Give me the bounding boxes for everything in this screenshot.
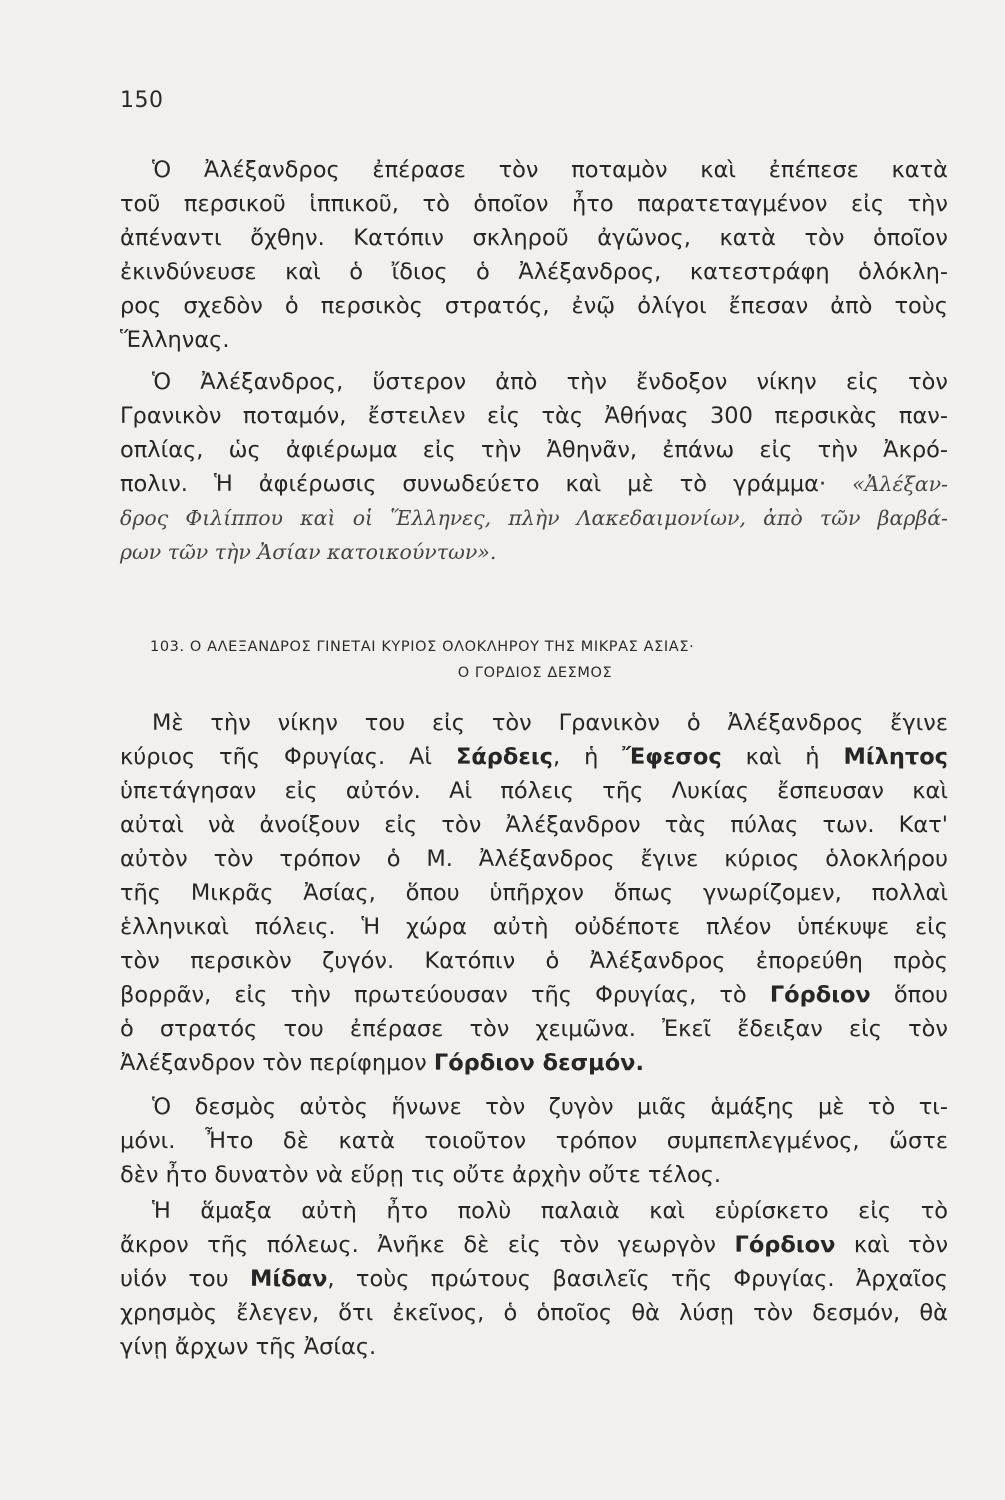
text-line: ἀπέναντι ὄχθην. Κατόπιν σκληροῦ ἀγῶνος, κατὰ τὸν ὁποῖον: [120, 225, 948, 251]
text-line: [120, 978, 948, 1012]
text-segment: , ἡ: [553, 744, 623, 770]
text-line: τοῦ περσικοῦ ἱππικοῦ, τὸ ὁποῖον ἦτο παρατεταγμένον εἰς τὴν: [120, 191, 948, 217]
text-segment: πολιν. Ἡ ἀφιέρωσις συνωδεύετο καὶ μὲ τὸ γράμμα·: [120, 471, 853, 497]
text-segment: ὅπου: [870, 982, 948, 1008]
text-segment: Ἀλέξανδρον τὸν περίφημον: [120, 1050, 434, 1076]
text-line: χρησμὸς ἔλεγεν, ὅτι ἐκεῖνος, ὁ ὁποῖος θὰ λύσῃ τὸν δεσμόν, θὰ: [120, 1300, 948, 1326]
text-line: [120, 1046, 948, 1080]
place-name-sardeis: Σάρδεις: [455, 744, 553, 770]
text-segment: καὶ τὸν: [835, 1232, 949, 1258]
place-name-miletos: Μίλητος: [843, 744, 949, 770]
text-line: Γρανικὸν ποταμόν, ἔστειλεν εἰς τὰς Ἀθήνας 300 περσικὰς παν-: [120, 403, 948, 429]
text-line: ἑλληνικαὶ πόλεις. Ἡ χώρα αὐτὴ οὐδέποτε πλέον ὑπέκυψε εἰς: [120, 914, 948, 940]
text-line: Μὲ τὴν νίκην του εἰς τὸν Γρανικὸν ὁ Ἀλέξανδρος ἔγινε: [152, 710, 948, 736]
text-line: [120, 1262, 948, 1296]
text-line: γίνῃ ἄρχων τῆς Ἀσίας.: [120, 1334, 377, 1360]
text-line: τῆς Μικρᾶς Ἀσίας, ὅπου ὑπῆρχον ὅπως γνωρίζομεν, πολλαὶ: [120, 880, 948, 906]
text-line: ὑπετάγησαν εἰς αὐτόν. Αἱ πόλεις τῆς Λυκίας ἔσπευσαν καὶ: [120, 778, 948, 804]
text-line: ρος σχεδὸν ὁ περσικὸς στρατός, ἐνῷ ὀλίγοι ἔπεσαν ἀπὸ τοὺς: [120, 293, 948, 319]
term-gordian-knot: Γόρδιον δεσμόν.: [433, 1050, 645, 1076]
quoted-inscription-line: ρων τῶν τὴν Ἀσίαν κατοικούντων».: [120, 540, 497, 564]
quoted-inscription: «Ἀλέξαν-: [852, 472, 948, 496]
text-line: [120, 467, 948, 501]
paragraph-oracle: [120, 1194, 948, 1364]
text-line: τὸν περσικὸν ζυγόν. Κατόπιν ὁ Ἀλέξανδρος ἐπορεύθη πρὸς: [120, 948, 948, 974]
quoted-inscription-line: δρος Φιλίππου καὶ οἱ Ἕλληνες, πλὴν Λακεδαιμονίων, ἀπὸ τῶν βαρβά-: [120, 506, 948, 530]
paragraph-asia-minor: [120, 706, 948, 1080]
text-segment: Αἱ: [385, 744, 456, 770]
text-segment: , τοὺς πρώτους βασιλεῖς τῆς Φρυγίας. Ἀρχαῖος: [327, 1266, 948, 1292]
text-line: οπλίας, ὡς ἀφιέρωμα εἰς τὴν Ἀθηνᾶν, ἐπάνω εἰς τὴν Ἀκρό-: [120, 437, 948, 463]
section-heading-subtitle: Ο ΓΟΡΔΙΟΣ ΔΕΣΜΟΣ: [457, 665, 613, 681]
text-line: ὁ στρατός του ἐπέρασε τὸν χειμῶνα. Ἐκεῖ ἔδειξαν εἰς τὸν: [120, 1016, 948, 1042]
text-line: Ἕλληνας.: [120, 327, 230, 353]
text-line: αὐταὶ νὰ ἀνοίξουν εἰς τὸν Ἀλέξανδρον τὰς πύλας των. Κατ': [120, 812, 948, 838]
place-name-gordion: Γόρδιον: [769, 982, 871, 1008]
place-name-efesos: Ἔφεσος: [622, 744, 722, 770]
text-line: μόνι. Ἦτο δὲ κατὰ τοιοῦτον τρόπον συμπεπλεγμένος, ὥστε: [120, 1128, 948, 1154]
text-line: Ἡ ἅμαξα αὐτὴ ἦτο πολὺ παλαιὰ καὶ εὑρίσκετο εἰς τὸ: [152, 1198, 948, 1224]
paragraph-river-crossing: [120, 153, 948, 357]
text-segment: κύριος τῆς Φρυγίας.: [120, 744, 386, 770]
text-line: δὲν ἦτο δυνατὸν νὰ εὕρῃ τις οὔτε ἀρχὴν οὔτε τέλος.: [120, 1162, 722, 1188]
text-segment: υἱόν του: [120, 1266, 250, 1292]
text-line: [120, 1228, 948, 1262]
text-line: Ὁ Ἀλέξανδρος ἐπέρασε τὸν ποταμὸν καὶ ἐπέπεσε κατὰ: [152, 157, 948, 183]
text-line: [120, 740, 948, 774]
text-segment: βορρᾶν, εἰς τὴν πρωτεύουσαν τῆς Φρυγίας, τὸ: [120, 982, 770, 1008]
page-number: 150: [120, 88, 164, 113]
text-line: Ὁ δεσμὸς αὐτὸς ἥνωνε τὸν ζυγὸν μιᾶς ἁμάξης μὲ τὸ τι-: [152, 1094, 948, 1120]
paragraph-knot: [120, 1090, 948, 1192]
text-segment: ἄκρον τῆς πόλεως. Ἀνῆκε δὲ εἰς τὸν γεωργὸν: [120, 1232, 735, 1258]
person-name-gordios: Γόρδιον: [734, 1232, 836, 1258]
person-name-midas: Μίδαν: [250, 1266, 328, 1292]
text-segment: καὶ ἡ: [721, 744, 844, 770]
section-heading: [150, 634, 920, 686]
text-line: αὐτὸν τὸν τρόπον ὁ Μ. Ἀλέξανδρος ἔγινε κύριος ὁλοκλήρου: [120, 846, 948, 872]
text-line: ἐκινδύνευσε καὶ ὁ ἴδιος ὁ Ἀλέξανδρος, κατεστράφη ὁλόκλη-: [120, 259, 948, 285]
text-line: Ὁ Ἀλέξανδρος, ὕστερον ἀπὸ τὴν ἔνδοξον νίκην εἰς τὸν: [152, 369, 948, 395]
paragraph-dedication: [120, 365, 948, 569]
section-heading-title: 103. Ο ΑΛΕΞΑΝΔΡΟΣ ΓΙΝΕΤΑΙ ΚΥΡΙΟΣ ΟΛΟΚΛΗΡΟΥ ΤΗΣ ΜΙΚΡΑΣ ΑΣΙΑΣ·: [150, 639, 695, 655]
